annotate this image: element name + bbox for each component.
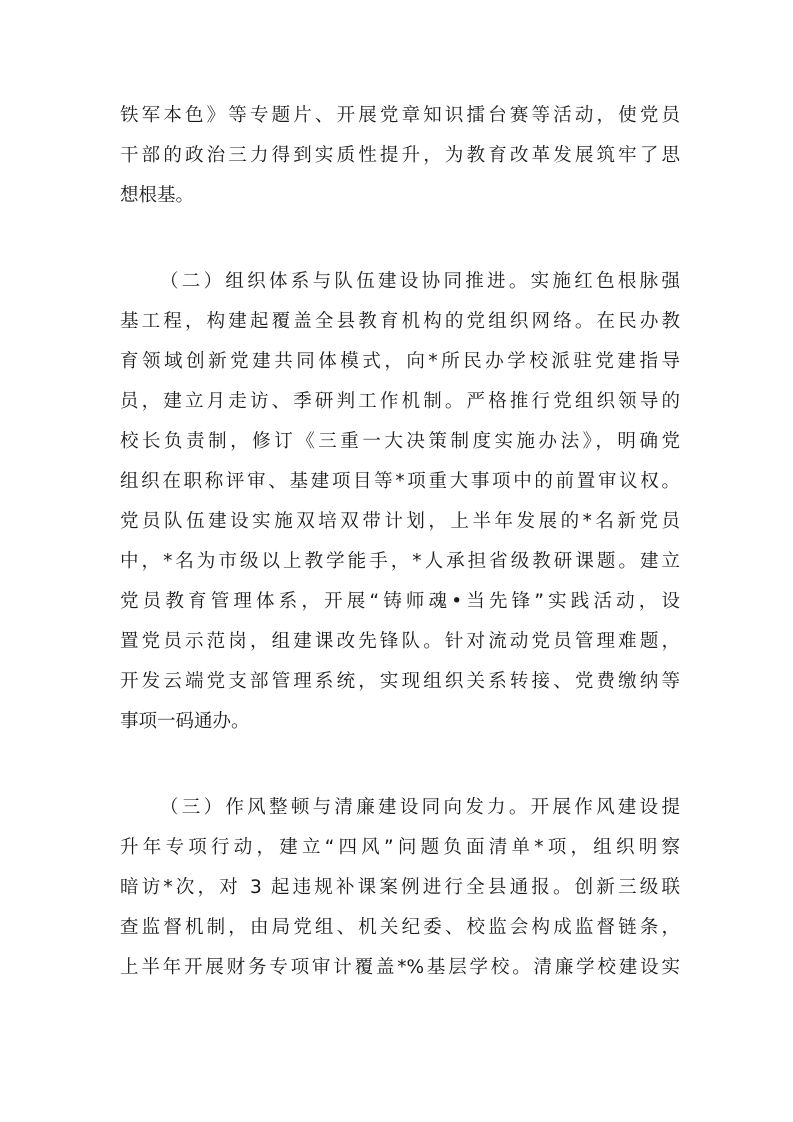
paragraph-3-line-4: 查监督机制，由局党组、机关纪委、校监会构成监督链条， — [120, 917, 680, 938]
paragraph-1-line-2: 干部的政治三力得到实质性提升，为教育改革发展筑牢了思 — [120, 145, 680, 166]
paragraph-2-line-2: 基工程，构建起覆盖全县教育机构的党组织网络。在民办教 — [120, 311, 680, 332]
paragraph-3-line-1: （三）作风整顿与清廉建设同向发力。开展作风建设提 — [160, 797, 680, 818]
paragraph-2-line-6: 组织在职称评审、基建项目等*项重大事项中的前置审议权。 — [120, 471, 680, 492]
paragraph-2-line-9: 党员教育管理体系，开展“铸师魂•当先锋”实践活动，设 — [120, 591, 680, 612]
paragraph-3-line-5: 上半年开展财务专项审计覆盖*%基层学校。清廉学校建设实 — [120, 957, 680, 978]
paragraph-2-line-11: 开发云端党支部管理系统，实现组织关系转接、党费缴纳等 — [120, 671, 680, 692]
paragraph-1-line-1: 铁军本色》等专题片、开展党章知识擂台赛等活动，使党员 — [120, 105, 680, 126]
paragraph-3-line-2: 升年专项行动，建立“四风”问题负面清单*项，组织明察 — [120, 837, 680, 858]
paragraph-3-line-3: 暗访*次，对 3 起违规补课案例进行全县通报。创新三级联 — [120, 877, 680, 898]
paragraph-2-line-8: 中，*名为市级以上教学能手，*人承担省级教研课题。建立 — [120, 551, 680, 572]
paragraph-2-line-5: 校长负责制，修订《三重一大决策制度实施办法》，明确党 — [120, 431, 680, 452]
paragraph-2-line-7: 党员队伍建设实施双培双带计划，上半年发展的*名新党员 — [120, 511, 680, 532]
paragraph-1-line-3: 想根基。 — [120, 185, 195, 206]
paragraph-2-line-3: 育领域创新党建共同体模式，向*所民办学校派驻党建指导 — [120, 351, 680, 372]
paragraph-2-line-12: 事项一码通办。 — [120, 711, 250, 732]
paragraph-2-line-4: 员，建立月走访、季研判工作机制。严格推行党组织领导的 — [120, 391, 680, 412]
paragraph-2-line-10: 置党员示范岗，组建课改先锋队。针对流动党员管理难题， — [120, 631, 680, 652]
paragraph-2-line-1: （二）组织体系与队伍建设协同推进。实施红色根脉强 — [160, 271, 680, 292]
